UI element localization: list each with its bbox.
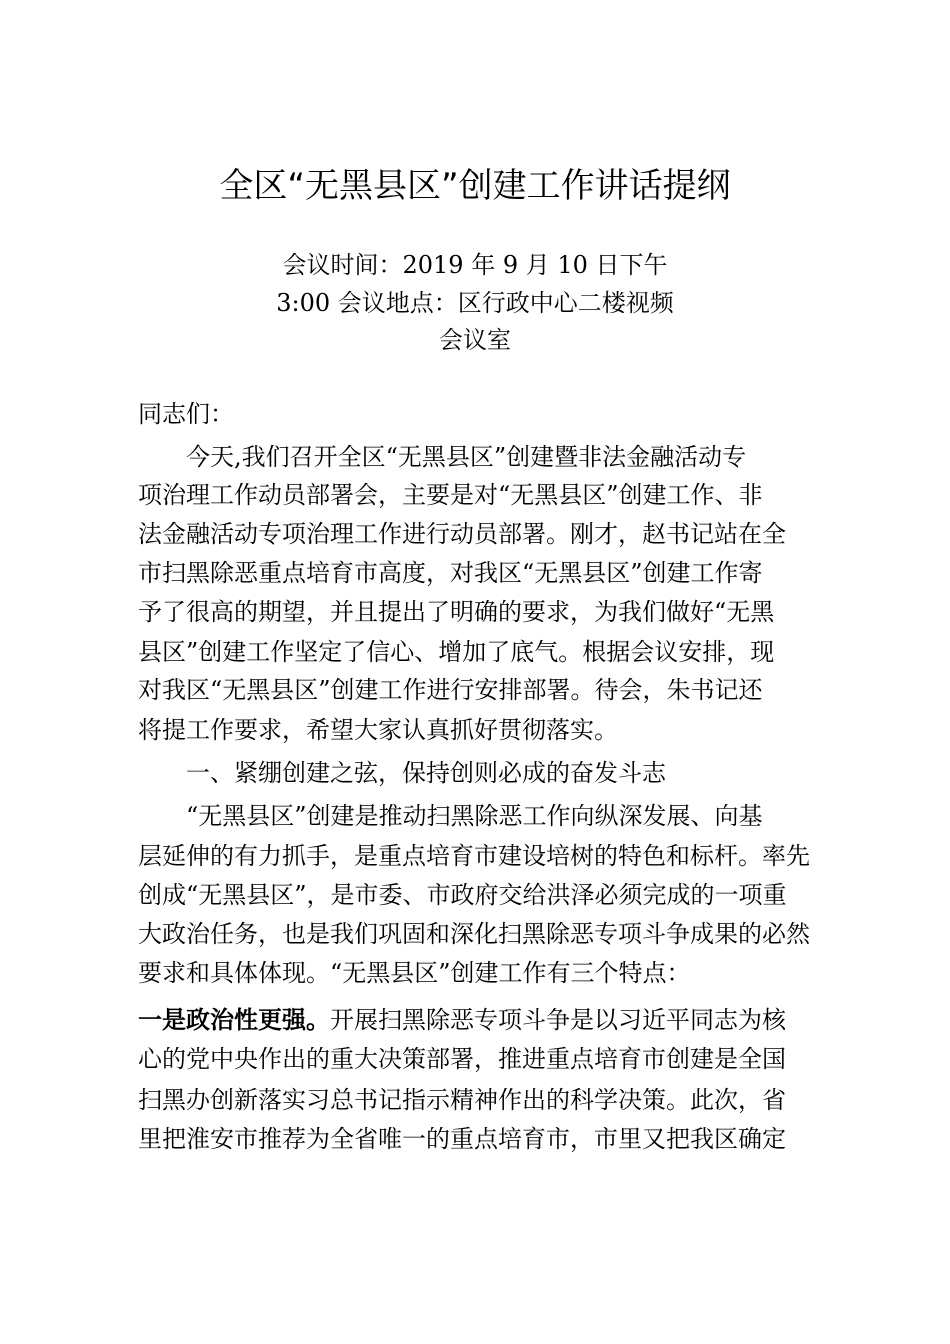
paragraph-line: 对我区“无黑县区”创建工作进行安排部署。待会，朱书记还 (138, 676, 763, 704)
point-one-lead: 一是政治性更强。 (138, 1006, 330, 1034)
document-title: 全区“无黑县区”创建工作讲话提纲 (219, 166, 731, 206)
paragraph-line: 项治理工作动员部署会，主要是对“无黑县区”创建工作、非 (138, 481, 763, 509)
section-heading: 一、紧绷创建之弦，保持创则必成的奋发斗志 (186, 759, 666, 787)
paragraph-line: 予了很高的期望，并且提出了明确的要求，为我们做好“无黑 (138, 598, 775, 626)
paragraph-line: 今天,我们召开全区“无黑县区”创建暨非法金融活动专 (186, 443, 747, 471)
meeting-time-line: 会议时间：2019 年 9 月 10 日下午 (282, 251, 668, 279)
paragraph-line: 里把淮安市推荐为全省唯一的重点培育市，市里又把我区确定 (138, 1125, 786, 1153)
paragraph-line: 心的党中央作出的重大决策部署，推进重点培育市创建是全国 (138, 1045, 786, 1073)
paragraph-line: 市扫黑除恶重点培育市高度，对我区“无黑县区”创建工作寄 (138, 559, 763, 587)
paragraph-line: 大政治任务，也是我们巩固和深化扫黑除恶专项斗争成果的必然 (138, 920, 810, 948)
paragraph-line: 扫黑办创新落实习总书记指示精神作出的科学决策。此次，省 (138, 1086, 786, 1114)
point-one-text: 开展扫黑除恶专项斗争是以习近平同志为核 (330, 1006, 786, 1034)
meeting-room-line: 会议室 (439, 326, 511, 354)
meeting-location-line: 3:00 会议地点：区行政中心二楼视频 (276, 289, 674, 317)
paragraph-line: 将提工作要求，希望大家认真抓好贯彻落实。 (138, 716, 618, 744)
paragraph-line: “无黑县区”创建是推动扫黑除恶工作向纵深发展、向基 (186, 802, 763, 830)
paragraph-line: 要求和具体体现。“无黑县区”创建工作有三个特点： (138, 959, 691, 987)
paragraph-line: 创成“无黑县区”，是市委、市政府交给洪泽必须完成的一项重 (138, 881, 787, 909)
salutation: 同志们： (138, 400, 234, 428)
paragraph-line: 层延伸的有力抓手，是重点培育市建设培树的特色和标杆。率先 (138, 842, 810, 870)
paragraph-line: 县区”创建工作坚定了信心、增加了底气。根据会议安排，现 (138, 638, 775, 666)
point-one-first-line (138, 1000, 786, 1040)
paragraph-line: 法金融活动专项治理工作进行动员部署。刚才，赵书记站在全 (138, 520, 786, 548)
